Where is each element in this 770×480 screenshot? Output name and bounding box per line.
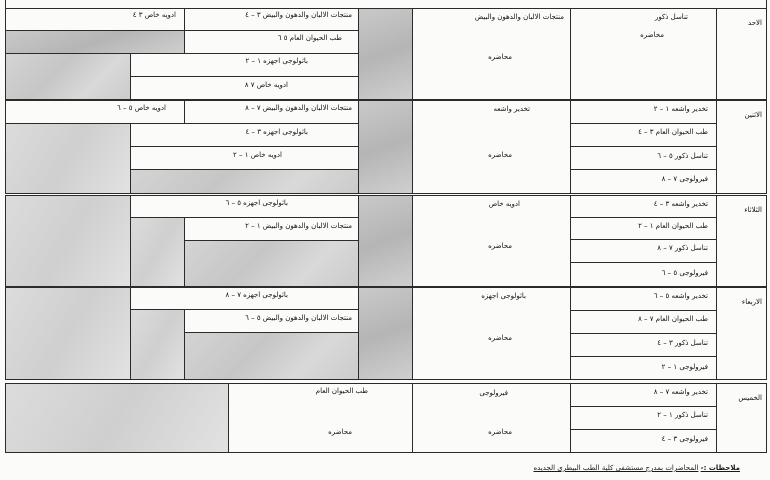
thu-col1-a [570,383,717,407]
tue-row3-shade [184,240,359,287]
day-label-wednesday: الاربعاء [741,298,762,306]
mon-col2-sub: محاضره [488,151,512,159]
wed-col1-d-text: فيرولوجى ١ – ٢ [661,363,708,371]
mon-row2-text: باثولوجى اجهزه ٣ – ٤ [245,128,308,136]
tue-shaded-block [358,195,413,287]
tue-row1 [130,195,359,218]
mon-row1 [184,100,359,124]
tue-left-shade [5,195,131,287]
thu-left-shade [5,383,229,453]
sun-shaded-block [358,8,413,100]
mon-row2 [130,123,359,147]
mon-row1b-text: ادويه خاص ٥ – ٦ [116,104,166,112]
day-label-tuesday: الثلاثاء [744,206,762,214]
tue-col2-sub: محاضره [488,242,512,250]
wed-col1-a [570,287,717,311]
mon-row3-text: ادويه خاص ١ – ٢ [232,151,282,159]
tue-col2-title: ادويه خاص [488,200,520,208]
wed-row2 [184,309,359,333]
mon-row1b [5,100,185,124]
mon-shaded-block [358,100,413,194]
mon-row3 [130,146,359,170]
mon-left-shade [5,123,131,194]
mon-col2 [412,100,571,194]
thu-col1-a-text: تخدير واشعه ٧ – ٨ [653,388,708,396]
day-label-thursday: الخميس [738,394,762,402]
day-cell-sunday [716,8,767,100]
mon-col1-c [570,146,717,170]
mon-col1-b-text: طب الحيوان العام ٣ – ٤ [638,128,708,136]
sun-col2-title: منتجات الالبان والدهون والبيض [474,13,564,21]
mon-col1-c-text: تناسل ذكور ٥ – ٦ [657,152,708,160]
mon-col1-a [570,100,717,124]
mon-col1-a-text: تخدير واشعه ١ – ٢ [653,105,708,113]
tue-col1-d-text: فيرولوجى ٥ – ٦ [661,269,708,277]
tue-col1-b [570,217,717,240]
thu-col1-c-text: فيرولوجى ٣ – ٤ [661,435,708,443]
sun-col1 [570,8,717,100]
wed-row2-text: منتجات الالبان والدهون والبيض ٥ – ٦ [245,314,352,322]
mon-col1-b [570,123,717,147]
mon-col2-title: تخدير واشعه [493,105,530,113]
day-label-monday: الاثنين [744,111,762,119]
thu-col2-sub: محاضره [488,428,512,436]
sun-col1-sub: محاضره [640,31,664,39]
thu-col2-title: فيرولوجى [479,389,508,397]
sun-row3 [130,53,359,77]
wed-col1-c [570,333,717,357]
tue-col1-a-text: تخدير واشعه ٣ – ٤ [653,200,708,208]
tue-row2 [184,217,359,241]
tue-col1-b-text: طب الحيوان العام ١ – ٢ [638,222,708,230]
tue-col2 [412,195,571,287]
sun-row3-shade [5,53,131,100]
day-cell-tuesday [716,195,767,287]
wed-row3-shade [184,332,359,380]
sun-row2-shade [5,30,185,54]
footer-label: ملاحظات :- [700,464,740,472]
sun-row1b [5,8,185,31]
sun-row2-text: طب الحيوان العام ٥ ٦ [277,34,342,42]
tue-mid-shade [130,217,185,287]
sun-row1-text: منتجات الالبان والدهون والبيض ٣ – ٤ [245,11,352,19]
tue-row1-text: باثولوجى اجهزه ٥ – ٦ [225,199,288,207]
footer-text: المحاضرات بمدرج مستشفى كلية الطب البيطرى الجديده [533,464,699,472]
sun-row1b-text: ادويه خاص ٣ ٤ [132,11,176,19]
mon-col1-d-text: فيرولوجى ٧ – ٨ [661,175,708,183]
thu-col2 [412,383,571,453]
day-cell-wednesday [716,287,767,380]
wed-col1-a-text: تخدير واشعه ٥ – ٦ [653,292,708,300]
sun-col2 [412,8,571,100]
sun-row2 [184,30,359,54]
wed-row1 [130,287,359,310]
mon-row4-shade [130,169,359,194]
wed-col2-title: باثولوجى اجهزه [481,292,526,300]
tue-col1-a [570,195,717,218]
wed-left-shade [5,287,131,380]
thu-col3-title: طب الحيوان العام [315,387,368,395]
mon-row1-text: منتجات الالبان والدهون والبيض ٧ – ٨ [245,104,352,112]
wed-col2 [412,287,571,380]
sun-row3-text: باثولوجى اجهزه ١ – ٢ [245,57,308,65]
footer-note [534,464,740,472]
thu-col1-c [570,429,717,453]
sun-row1 [184,8,359,31]
wed-col1-c-text: تناسل ذكور ٣ – ٤ [657,339,708,347]
wed-col1-b-text: طب الحيوان العام ٧ – ٨ [638,315,708,323]
day-label-sunday: الاحد [748,19,762,27]
sun-col1-title: تناسل ذكور [654,13,688,21]
wed-col2-sub: محاضره [488,334,512,342]
tue-col1-d [570,262,717,287]
mon-col1-d [570,169,717,194]
thu-col3 [228,383,413,453]
wed-mid-shade [130,309,185,380]
tue-row2-text: منتجات الالبان والدهون والبيض ١ – ٢ [245,222,352,230]
day-cell-thursday [716,383,767,453]
thu-col3-sub: محاضره [328,428,352,436]
wed-col1-d [570,356,717,380]
wed-col1-b [570,310,717,334]
wed-shaded-block [358,287,413,380]
sun-row4 [130,76,359,100]
thu-col1-b [570,406,717,430]
tue-col1-c-text: تناسل ذكور ٧ – ٨ [657,244,708,252]
sun-col2-sub: محاضره [488,53,512,61]
wed-row1-text: باثولوجى اجهزه ٧ – ٨ [225,291,288,299]
tue-col1-c [570,239,717,263]
day-cell-monday [716,100,767,194]
thu-col1-b-text: تناسل ذكور ١ – ٢ [657,411,708,419]
sun-row4-text: ادويه خاص ٧ ٨ [244,81,288,89]
